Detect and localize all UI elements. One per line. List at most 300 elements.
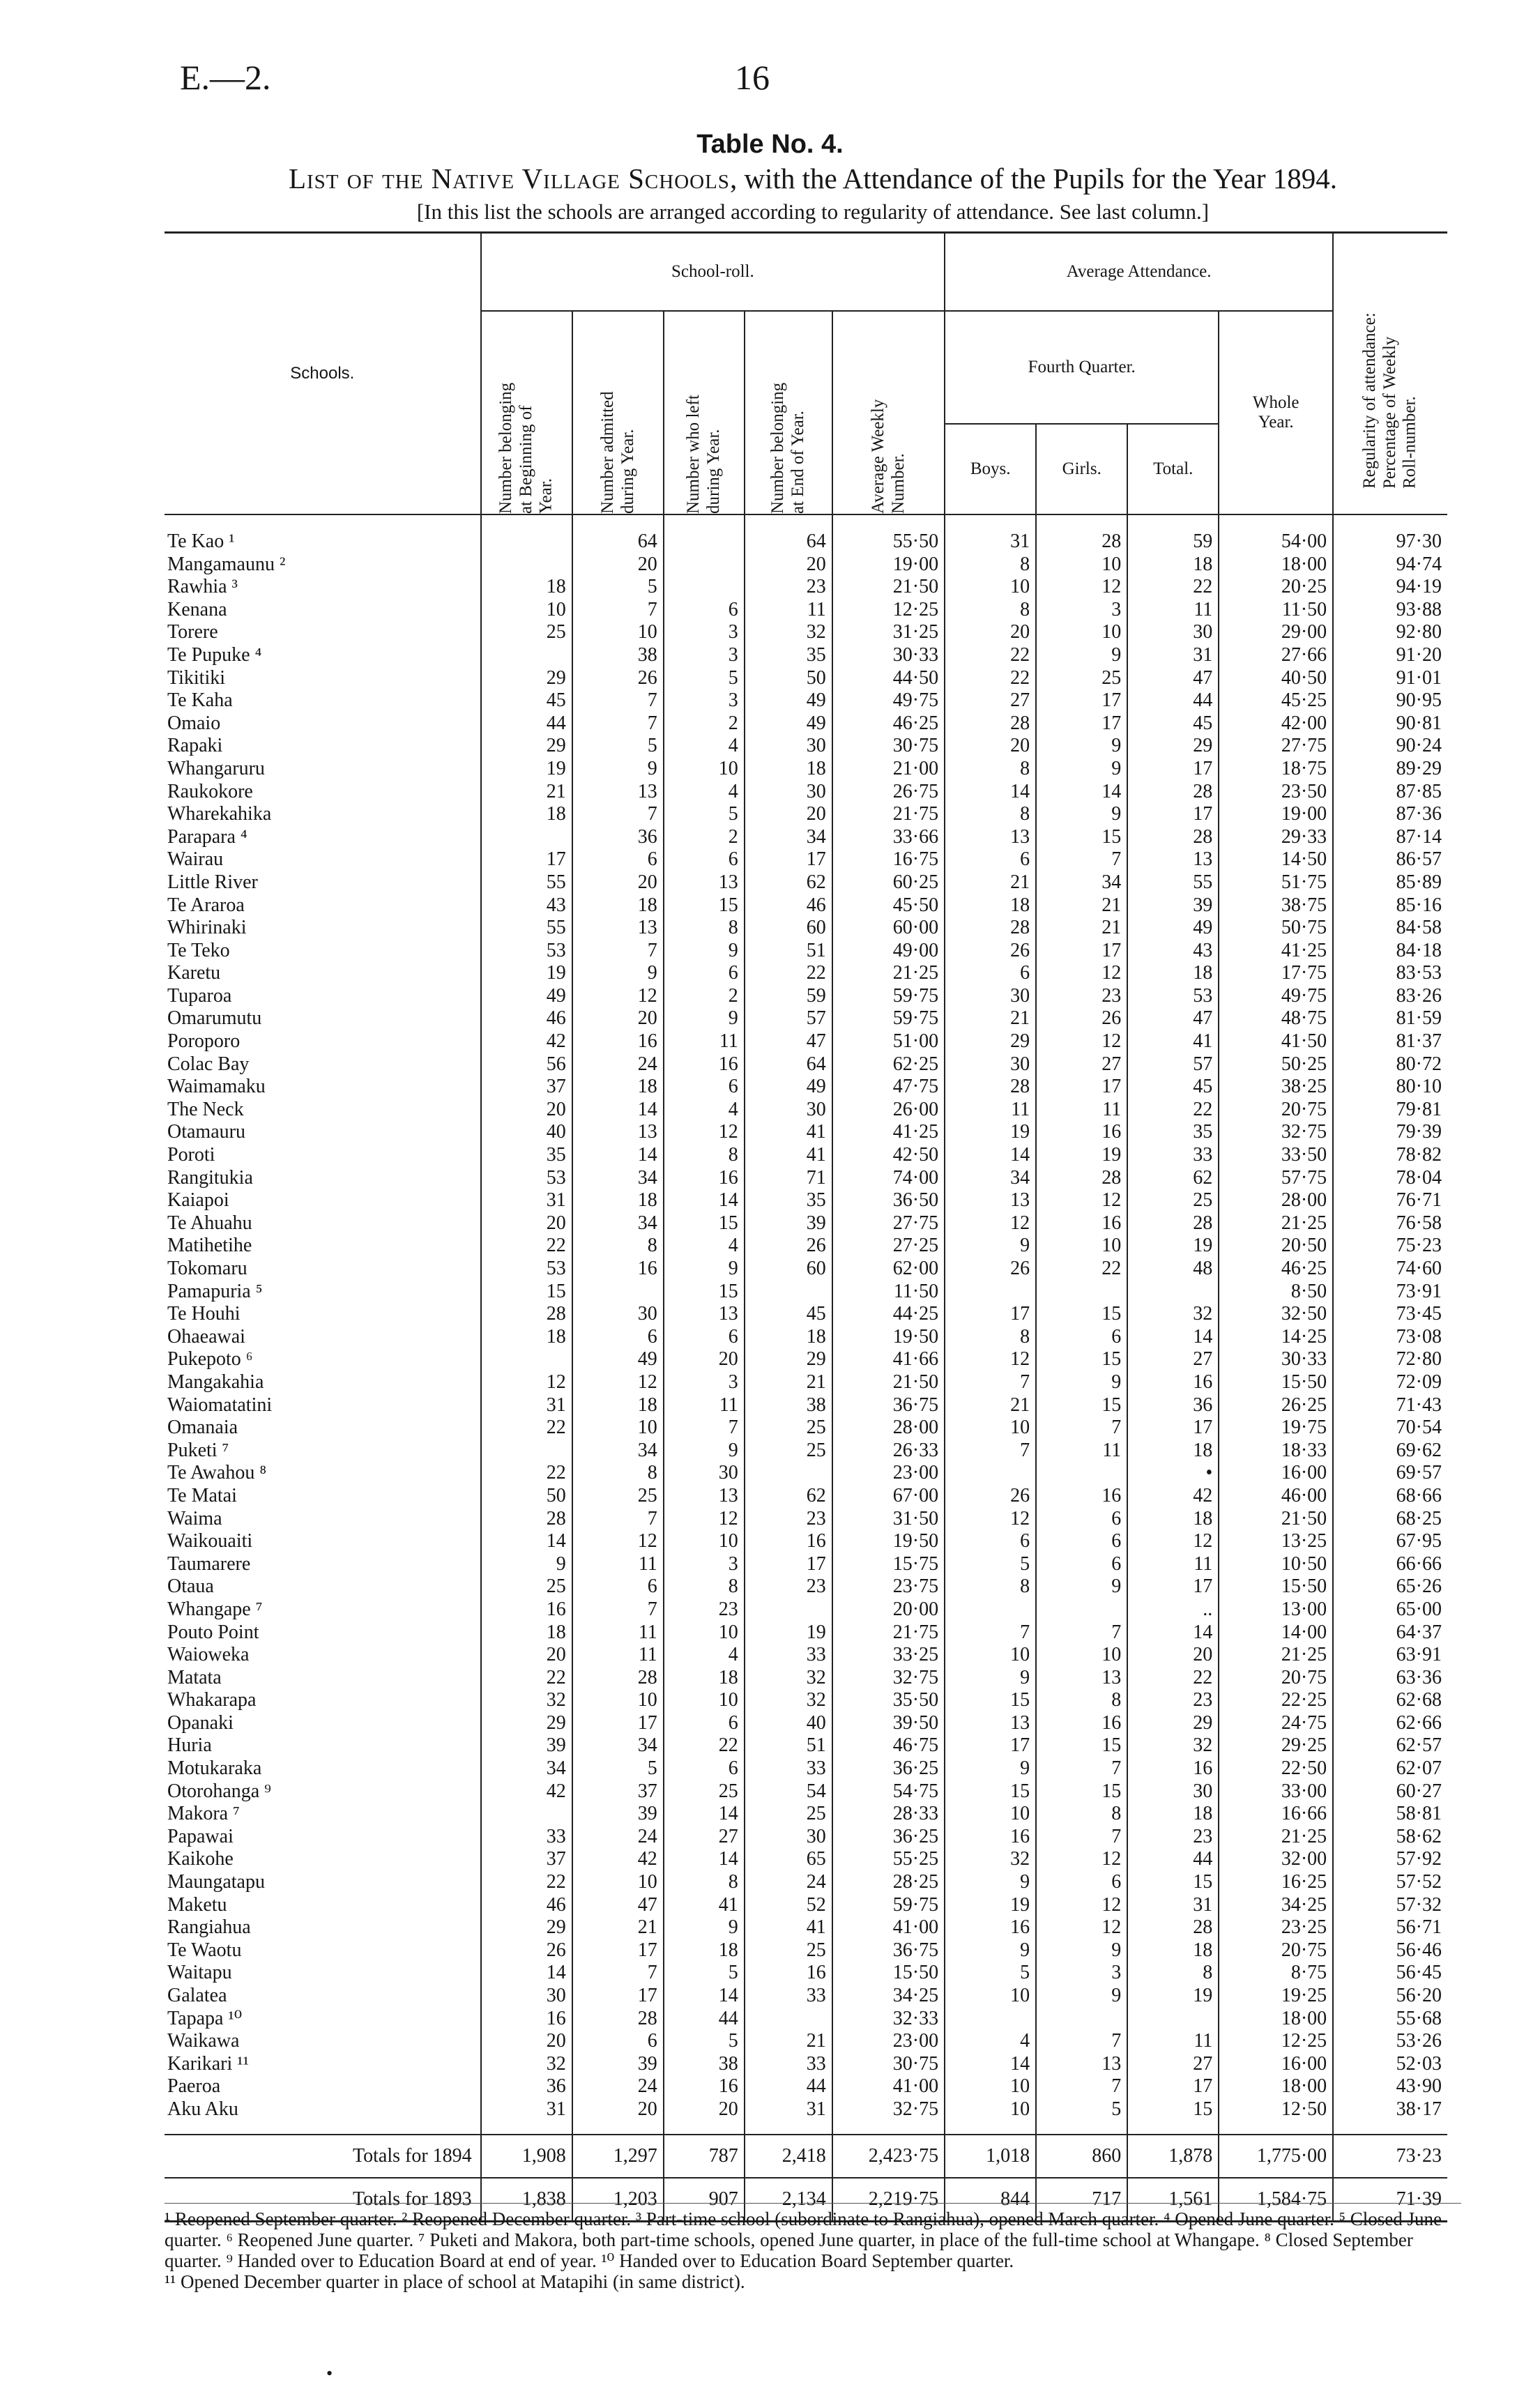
value-cell: 23 xyxy=(1036,985,1127,1008)
value-cell: 49 xyxy=(572,1348,664,1371)
value-cell: 60·00 xyxy=(832,917,945,940)
value-cell: 40·50 xyxy=(1219,667,1333,690)
value-cell: 8 xyxy=(1036,1803,1127,1826)
school-name-cell: Mangamaunu ² xyxy=(167,553,286,575)
value-cell: 8 xyxy=(945,1575,1036,1598)
table-row xyxy=(165,1894,1447,1917)
value-cell: 20·75 xyxy=(1219,1667,1333,1690)
school-name-cell: Torere xyxy=(167,621,218,643)
value-cell: 19 xyxy=(1127,1235,1219,1258)
value-cell: 13 xyxy=(572,1121,664,1144)
value-cell: 9 xyxy=(1036,1371,1127,1394)
value-cell: 8 xyxy=(1036,1689,1127,1712)
value-cell: 21 xyxy=(572,1916,664,1939)
value-cell: 12 xyxy=(572,1530,664,1553)
value-cell: 18·00 xyxy=(1219,2008,1333,2031)
value-cell: 64·37 xyxy=(1333,1622,1447,1645)
value-cell: 20 xyxy=(945,621,1036,644)
value-cell: 23 xyxy=(1127,1826,1219,1849)
school-name-cell: Waikawa xyxy=(167,2030,240,2052)
school-name-cell: Otorohanga ⁹ xyxy=(167,1780,271,1802)
weekly-header-text: Average Weekly Number. xyxy=(868,399,908,514)
value-cell: 42·00 xyxy=(1219,712,1333,735)
value-cell: 6 xyxy=(664,848,745,871)
school-name-cell: Huria xyxy=(167,1734,212,1757)
value-cell: 32 xyxy=(745,1667,832,1690)
value-cell: 53 xyxy=(481,1258,572,1281)
value-cell: 28 xyxy=(481,1303,572,1326)
value-cell: 14 xyxy=(1036,781,1127,804)
value-cell: 8 xyxy=(664,1144,745,1167)
value-cell: 20·75 xyxy=(1219,1099,1333,1122)
value-cell: 4 xyxy=(664,781,745,804)
value-cell xyxy=(745,1281,832,1304)
value-cell: 60·27 xyxy=(1333,1780,1447,1803)
value-cell: 25 xyxy=(572,1485,664,1508)
value-cell: 87·14 xyxy=(1333,826,1447,849)
value-cell: 15·50 xyxy=(832,1962,945,1985)
value-cell: 21 xyxy=(745,1371,832,1394)
value-cell: 10 xyxy=(945,576,1036,599)
value-cell: 43 xyxy=(481,894,572,917)
value-cell: 6 xyxy=(945,962,1036,985)
value-cell: 844 xyxy=(945,2178,1036,2222)
value-cell: 34 xyxy=(1036,871,1127,894)
title-prefix: List of the xyxy=(288,162,432,194)
value-cell: 86·57 xyxy=(1333,848,1447,871)
value-cell: 63·36 xyxy=(1333,1667,1447,1690)
value-cell: 18 xyxy=(572,1076,664,1099)
value-cell: 37 xyxy=(481,1076,572,1099)
value-cell: 30 xyxy=(745,735,832,758)
table-row xyxy=(165,1462,1447,1485)
table-row xyxy=(165,644,1447,667)
value-cell: 34·25 xyxy=(1219,1894,1333,1917)
value-cell: 28 xyxy=(1036,1167,1127,1190)
value-cell: 49 xyxy=(745,712,832,735)
value-cell: 39 xyxy=(572,2053,664,2076)
value-cell: 12 xyxy=(664,1121,745,1144)
value-cell: 2 xyxy=(664,826,745,849)
value-cell: 6 xyxy=(1036,1326,1127,1349)
value-cell: 3 xyxy=(1036,1962,1127,1985)
value-cell xyxy=(481,1348,572,1371)
value-cell: 22·50 xyxy=(1219,1757,1333,1780)
value-cell: 26 xyxy=(945,1485,1036,1508)
value-cell: 22 xyxy=(1127,1667,1219,1690)
value-cell xyxy=(664,514,745,554)
school-name-cell: Te Matai xyxy=(167,1484,237,1506)
value-cell: 10 xyxy=(945,1803,1036,1826)
fourth-quarter-header: Fourth Quarter. xyxy=(945,311,1219,424)
value-cell: 45 xyxy=(1127,1076,1219,1099)
value-cell: 31 xyxy=(945,514,1036,554)
value-cell: 32 xyxy=(945,1848,1036,1871)
table-row xyxy=(165,1485,1447,1508)
value-cell: 45 xyxy=(481,689,572,712)
school-name-cell: Ohaeawai xyxy=(167,1325,245,1348)
school-name-cell: Tapapa ¹⁰ xyxy=(167,2007,243,2029)
value-cell xyxy=(664,2121,745,2135)
value-cell: 26·33 xyxy=(832,1440,945,1463)
value-cell: 90·95 xyxy=(1333,689,1447,712)
value-cell: 34 xyxy=(481,1757,572,1780)
value-cell: 9 xyxy=(945,1939,1036,1962)
value-cell: 16 xyxy=(1127,1371,1219,1394)
value-cell: 6 xyxy=(1036,1530,1127,1553)
table-row xyxy=(165,1826,1447,1849)
school-name-cell: Omanaia xyxy=(167,1417,238,1439)
value-cell: 87·36 xyxy=(1333,803,1447,826)
school-name-cell: Te Pupuke ⁴ xyxy=(167,643,262,666)
value-cell: 21 xyxy=(1036,894,1127,917)
value-cell: 15 xyxy=(1036,1303,1127,1326)
value-cell: 18 xyxy=(481,803,572,826)
value-cell: 27 xyxy=(1127,2053,1219,2076)
table-note: [In this list the schools are arranged according to regularity of attendance. See last column.] xyxy=(416,199,1210,224)
value-cell: 12·50 xyxy=(1219,2098,1333,2121)
value-cell: 11·50 xyxy=(832,1281,945,1304)
value-cell: 73·45 xyxy=(1333,1303,1447,1326)
value-cell: 60 xyxy=(745,917,832,940)
table-row xyxy=(165,1667,1447,1690)
value-cell: 71 xyxy=(745,1167,832,1190)
value-cell: 74·00 xyxy=(832,1167,945,1190)
table-row xyxy=(165,1644,1447,1667)
value-cell: 24 xyxy=(572,1826,664,1849)
value-cell: 7 xyxy=(945,1440,1036,1463)
value-cell: 10 xyxy=(664,1530,745,1553)
value-cell: 41·25 xyxy=(1219,940,1333,963)
value-cell: 36·25 xyxy=(832,1826,945,1849)
value-cell: 18 xyxy=(664,1667,745,1690)
school-name-cell: Te Kao ¹ xyxy=(167,531,235,552)
value-cell: 18·33 xyxy=(1219,1440,1333,1463)
value-cell: 91·01 xyxy=(1333,667,1447,690)
value-cell: 30·33 xyxy=(1219,1348,1333,1371)
value-cell: 34 xyxy=(572,1212,664,1235)
regularity-header-text: Regularity of attendance: Percentage of Weekly Roll-number. xyxy=(1360,312,1419,489)
value-cell: 16 xyxy=(572,1258,664,1281)
value-cell: 44 xyxy=(745,2075,832,2098)
value-cell: 25 xyxy=(745,1939,832,1962)
value-cell: 50 xyxy=(745,667,832,690)
value-cell: 20 xyxy=(745,554,832,577)
value-cell xyxy=(1036,2121,1127,2135)
table-row xyxy=(165,1371,1447,1394)
value-cell: 42 xyxy=(481,1030,572,1053)
value-cell: 28 xyxy=(945,712,1036,735)
value-cell xyxy=(481,514,572,554)
schools-table-body xyxy=(165,514,1447,2221)
value-cell: 1,297 xyxy=(572,2135,664,2178)
value-cell: 7 xyxy=(1036,1826,1127,1849)
value-cell: 6 xyxy=(945,1530,1036,1553)
school-name-cell: Puketi ⁷ xyxy=(167,1439,229,1461)
value-cell: 21 xyxy=(481,781,572,804)
table-row xyxy=(165,962,1447,985)
school-name-cell: Maketu xyxy=(167,1893,227,1916)
table-row xyxy=(165,917,1447,940)
value-cell: 21·25 xyxy=(1219,1212,1333,1235)
value-cell: 14 xyxy=(664,1189,745,1212)
value-cell: 15 xyxy=(1036,1780,1127,1803)
table-row xyxy=(165,1281,1447,1304)
value-cell: 36·75 xyxy=(832,1939,945,1962)
value-cell: 70·54 xyxy=(1333,1417,1447,1440)
value-cell: 9 xyxy=(572,758,664,781)
value-cell: 28·00 xyxy=(1219,1189,1333,1212)
value-cell: 52 xyxy=(745,1894,832,1917)
school-name-cell: Rangiahua xyxy=(167,1916,251,1939)
value-cell: 73·91 xyxy=(1333,1281,1447,1304)
value-cell: 55·68 xyxy=(1333,2008,1447,2031)
value-cell: 18 xyxy=(1127,1508,1219,1531)
value-cell: 14 xyxy=(945,2053,1036,2076)
value-cell: 26 xyxy=(945,1258,1036,1281)
value-cell: 4 xyxy=(664,1644,745,1667)
value-cell: 46·75 xyxy=(832,1734,945,1757)
school-name-cell: Waitapu xyxy=(167,1962,232,1984)
value-cell: 44 xyxy=(1127,689,1219,712)
value-cell: 6 xyxy=(664,962,745,985)
value-cell: 23·25 xyxy=(1219,1916,1333,1939)
school-name-cell: Taumarere xyxy=(167,1552,251,1575)
value-cell: 10 xyxy=(572,1871,664,1894)
girls-header: Girls. xyxy=(1036,424,1127,514)
value-cell: 41·66 xyxy=(832,1348,945,1371)
value-cell: 6 xyxy=(664,1326,745,1349)
value-cell: 85·16 xyxy=(1333,894,1447,917)
value-cell: 18·75 xyxy=(1219,758,1333,781)
school-name-cell: Whirinaki xyxy=(167,917,247,939)
value-cell: 17·75 xyxy=(1219,962,1333,985)
value-cell: 20·00 xyxy=(832,1598,945,1622)
value-cell: 25 xyxy=(664,1780,745,1803)
value-cell: 14·25 xyxy=(1219,1326,1333,1349)
value-cell: 23 xyxy=(745,576,832,599)
value-cell: 62 xyxy=(745,1485,832,1508)
value-cell: 23·00 xyxy=(832,1462,945,1485)
value-cell: 15 xyxy=(1127,2098,1219,2121)
table-number: Table No. 4. xyxy=(696,130,844,159)
value-cell: 3 xyxy=(664,1553,745,1576)
value-cell: 16·75 xyxy=(832,848,945,871)
value-cell: 16·00 xyxy=(1219,2053,1333,2076)
value-cell: 49 xyxy=(481,985,572,1008)
value-cell: 51 xyxy=(745,940,832,963)
school-name-cell: Totals for 1894 xyxy=(165,2135,481,2178)
school-name-cell: Te Ahuahu xyxy=(167,1212,252,1234)
value-cell: 32 xyxy=(1127,1734,1219,1757)
value-cell: 66·66 xyxy=(1333,1553,1447,1576)
value-cell: 5 xyxy=(1036,2098,1127,2121)
school-name-cell: Maungatapu xyxy=(167,1871,265,1893)
admitted-header xyxy=(572,311,664,514)
value-cell: 49 xyxy=(1127,917,1219,940)
table-row xyxy=(165,1734,1447,1757)
value-cell: 89·29 xyxy=(1333,758,1447,781)
value-cell: 94·74 xyxy=(1333,554,1447,577)
value-cell: 6 xyxy=(572,1575,664,1598)
value-cell: 16 xyxy=(1036,1212,1127,1235)
value-cell: 21·25 xyxy=(832,962,945,985)
value-cell: 17 xyxy=(1127,803,1219,826)
value-cell: 55 xyxy=(1127,871,1219,894)
table-row xyxy=(165,1030,1447,1053)
table-row xyxy=(165,1530,1447,1553)
school-name-cell: Otaua xyxy=(167,1575,214,1598)
table-row xyxy=(165,1417,1447,1440)
value-cell: 78·04 xyxy=(1333,1167,1447,1190)
value-cell: 39 xyxy=(745,1212,832,1235)
value-cell: 38 xyxy=(572,644,664,667)
table-row xyxy=(165,1076,1447,1099)
school-name-cell: Otamauru xyxy=(167,1121,245,1143)
value-cell: 9 xyxy=(1036,758,1127,781)
footnote-line: ¹¹ Opened December quarter in place of school at Matapihi (in same district). xyxy=(165,2271,745,2292)
table-row xyxy=(165,1712,1447,1735)
value-cell: 55·25 xyxy=(832,1848,945,1871)
table-row xyxy=(165,712,1447,735)
value-cell: 34 xyxy=(945,1167,1036,1190)
value-cell: 71·39 xyxy=(1333,2178,1447,2222)
table-row xyxy=(165,1189,1447,1212)
value-cell: 6 xyxy=(1036,1871,1127,1894)
value-cell: 33·00 xyxy=(1219,1780,1333,1803)
value-cell: 32 xyxy=(481,2053,572,2076)
value-cell: 26 xyxy=(481,1939,572,1962)
table-row xyxy=(165,1803,1447,1826)
value-cell: 10 xyxy=(945,1417,1036,1440)
value-cell: 18 xyxy=(481,1326,572,1349)
value-cell: 41 xyxy=(745,1144,832,1167)
value-cell: 30 xyxy=(945,1053,1036,1076)
school-name-cell: Rangitukia xyxy=(167,1166,253,1189)
table-row xyxy=(165,1985,1447,2008)
school-name-cell: Wairau xyxy=(167,848,224,871)
value-cell: 64 xyxy=(572,514,664,554)
value-cell: 25 xyxy=(1036,667,1127,690)
value-cell: 14 xyxy=(572,1099,664,1122)
value-cell: 17 xyxy=(1036,712,1127,735)
value-cell: 21·50 xyxy=(832,1371,945,1394)
school-name-cell: Matata xyxy=(167,1666,222,1688)
value-cell: 3 xyxy=(664,689,745,712)
value-cell: 36·50 xyxy=(832,1189,945,1212)
page-mark: • xyxy=(326,2363,333,2383)
value-cell: 53·26 xyxy=(1333,2030,1447,2053)
value-cell: 35 xyxy=(745,644,832,667)
table-row xyxy=(165,1121,1447,1144)
table-row xyxy=(165,781,1447,804)
value-cell: 20 xyxy=(664,1348,745,1371)
table-row xyxy=(165,1939,1447,1962)
value-cell: 25 xyxy=(481,1575,572,1598)
value-cell: 42 xyxy=(1127,1485,1219,1508)
value-cell: 69·62 xyxy=(1333,1440,1447,1463)
value-cell: 14 xyxy=(481,1530,572,1553)
regularity-header xyxy=(1333,233,1447,515)
value-cell xyxy=(945,1462,1036,1485)
value-cell: 13 xyxy=(572,781,664,804)
value-cell: 5 xyxy=(945,1553,1036,1576)
value-cell xyxy=(481,826,572,849)
school-name-cell: Wharekahika xyxy=(167,803,272,825)
value-cell: 41·50 xyxy=(1219,1030,1333,1053)
value-cell xyxy=(1036,2008,1127,2031)
value-cell: 51·75 xyxy=(1219,871,1333,894)
school-name-cell: Totals for 1893 xyxy=(165,2178,481,2222)
value-cell: 12 xyxy=(1036,576,1127,599)
value-cell: 15 xyxy=(664,1281,745,1304)
value-cell: 41 xyxy=(1127,1030,1219,1053)
value-cell: 16 xyxy=(664,2075,745,2098)
value-cell: 27·75 xyxy=(1219,735,1333,758)
value-cell: 18 xyxy=(481,1622,572,1645)
value-cell: 6 xyxy=(572,2030,664,2053)
value-cell: 15 xyxy=(1036,1348,1127,1371)
value-cell: 33 xyxy=(745,1644,832,1667)
value-cell: 30 xyxy=(481,1985,572,2008)
value-cell: 39 xyxy=(572,1803,664,1826)
value-cell: 18·00 xyxy=(1219,2075,1333,2098)
table-row xyxy=(165,940,1447,963)
value-cell: 26 xyxy=(572,667,664,690)
value-cell: 62·00 xyxy=(832,1258,945,1281)
value-cell: 10 xyxy=(1036,621,1127,644)
value-cell: 22 xyxy=(945,644,1036,667)
value-cell: 33·25 xyxy=(832,1644,945,1667)
school-name-cell: Pamapuria ⁵ xyxy=(167,1280,263,1302)
value-cell: 27 xyxy=(945,689,1036,712)
value-cell: 5 xyxy=(664,2030,745,2053)
value-cell: 44 xyxy=(481,712,572,735)
value-cell: 33·50 xyxy=(1219,1144,1333,1167)
value-cell: 16 xyxy=(1127,1757,1219,1780)
value-cell: 12 xyxy=(664,1508,745,1531)
value-cell: 18 xyxy=(481,576,572,599)
page-number: 16 xyxy=(735,58,770,97)
value-cell: 1,908 xyxy=(481,2135,572,2178)
value-cell: 17 xyxy=(1036,1076,1127,1099)
value-cell: 16 xyxy=(572,1030,664,1053)
value-cell: 18·00 xyxy=(1219,554,1333,577)
value-cell: 81·37 xyxy=(1333,1030,1447,1053)
value-cell xyxy=(945,1598,1036,1622)
school-name-cell: Te Waotu xyxy=(167,1939,242,1961)
value-cell xyxy=(664,554,745,577)
value-cell: 17 xyxy=(945,1303,1036,1326)
value-cell: 11 xyxy=(664,1394,745,1417)
value-cell: 20 xyxy=(572,1007,664,1030)
value-cell: 29 xyxy=(1127,1712,1219,1735)
value-cell: 65·26 xyxy=(1333,1575,1447,1598)
value-cell: 18 xyxy=(1127,962,1219,985)
value-cell: 33 xyxy=(745,2053,832,2076)
value-cell: 41·25 xyxy=(832,1121,945,1144)
value-cell: 11 xyxy=(1127,1553,1219,1576)
value-cell: 21 xyxy=(1036,917,1127,940)
value-cell: 81·59 xyxy=(1333,1007,1447,1030)
value-cell: 41 xyxy=(664,1894,745,1917)
value-cell: 15 xyxy=(664,894,745,917)
school-name-cell: Pukepoto ⁶ xyxy=(167,1348,253,1371)
value-cell: 20 xyxy=(745,803,832,826)
value-cell: 17 xyxy=(745,1553,832,1576)
school-name-cell: Little River xyxy=(167,871,258,893)
value-cell: 39 xyxy=(1127,894,1219,917)
